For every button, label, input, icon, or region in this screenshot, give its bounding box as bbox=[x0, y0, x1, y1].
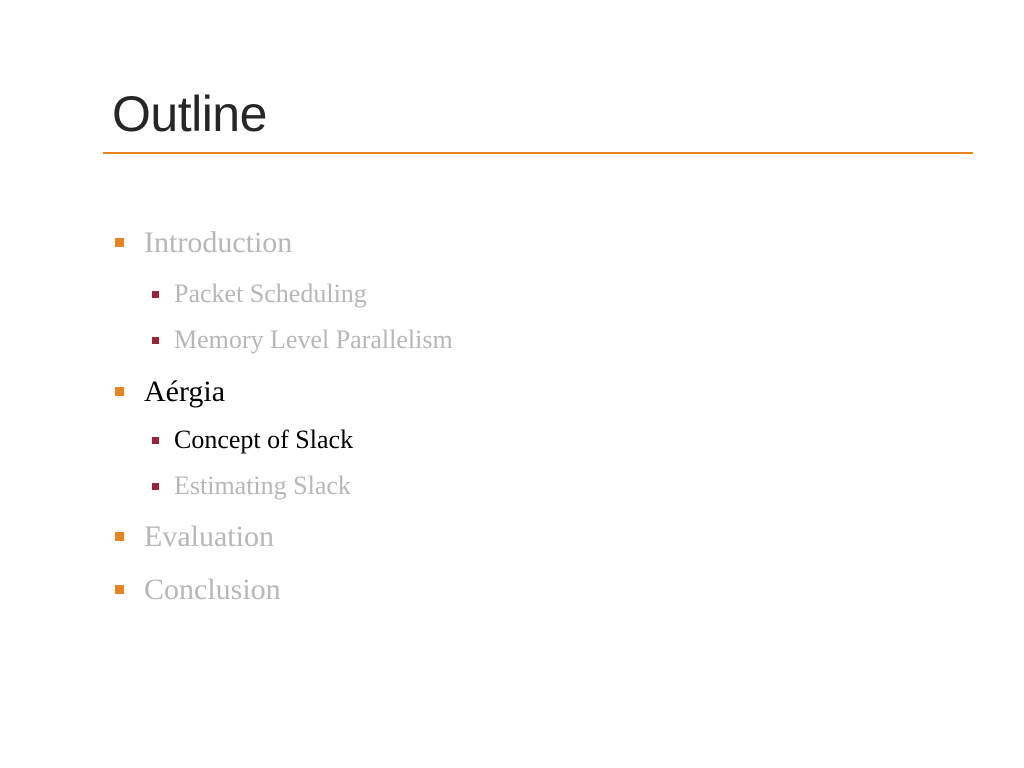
outline-subitem-packet-scheduling bbox=[148, 278, 367, 310]
square-bullet-icon bbox=[115, 387, 124, 396]
outline-item-conclusion bbox=[112, 572, 281, 608]
outline-item-evaluation bbox=[112, 519, 274, 555]
outline-item-aergia bbox=[112, 374, 225, 410]
square-bullet-icon bbox=[152, 337, 159, 344]
outline-subitem-concept-of-slack bbox=[148, 424, 353, 456]
square-bullet-icon bbox=[152, 437, 159, 444]
square-bullet-icon bbox=[152, 483, 159, 490]
outline-item-label: Evaluation bbox=[144, 520, 274, 553]
outline-subitem-memory-level-parallelism bbox=[148, 324, 453, 356]
outline-item-introduction bbox=[112, 225, 292, 261]
square-bullet-icon bbox=[115, 585, 124, 594]
square-bullet-icon bbox=[152, 291, 159, 298]
outline-item-label: Aérgia bbox=[144, 375, 226, 408]
outline-subitem-label: Estimating Slack bbox=[174, 471, 351, 500]
outline-subitem-estimating-slack bbox=[148, 470, 351, 502]
square-bullet-icon bbox=[115, 532, 124, 541]
outline-subitem-label: Memory Level Parallelism bbox=[174, 325, 453, 354]
square-bullet-icon bbox=[115, 238, 124, 247]
outline-item-label: Conclusion bbox=[144, 573, 281, 606]
outline-subitem-label: Packet Scheduling bbox=[174, 279, 367, 308]
outline-item-label: Introduction bbox=[144, 226, 293, 259]
outline-subitem-label: Concept of Slack bbox=[174, 425, 354, 454]
slide-title: Outline bbox=[112, 86, 267, 142]
title-divider bbox=[103, 152, 973, 154]
